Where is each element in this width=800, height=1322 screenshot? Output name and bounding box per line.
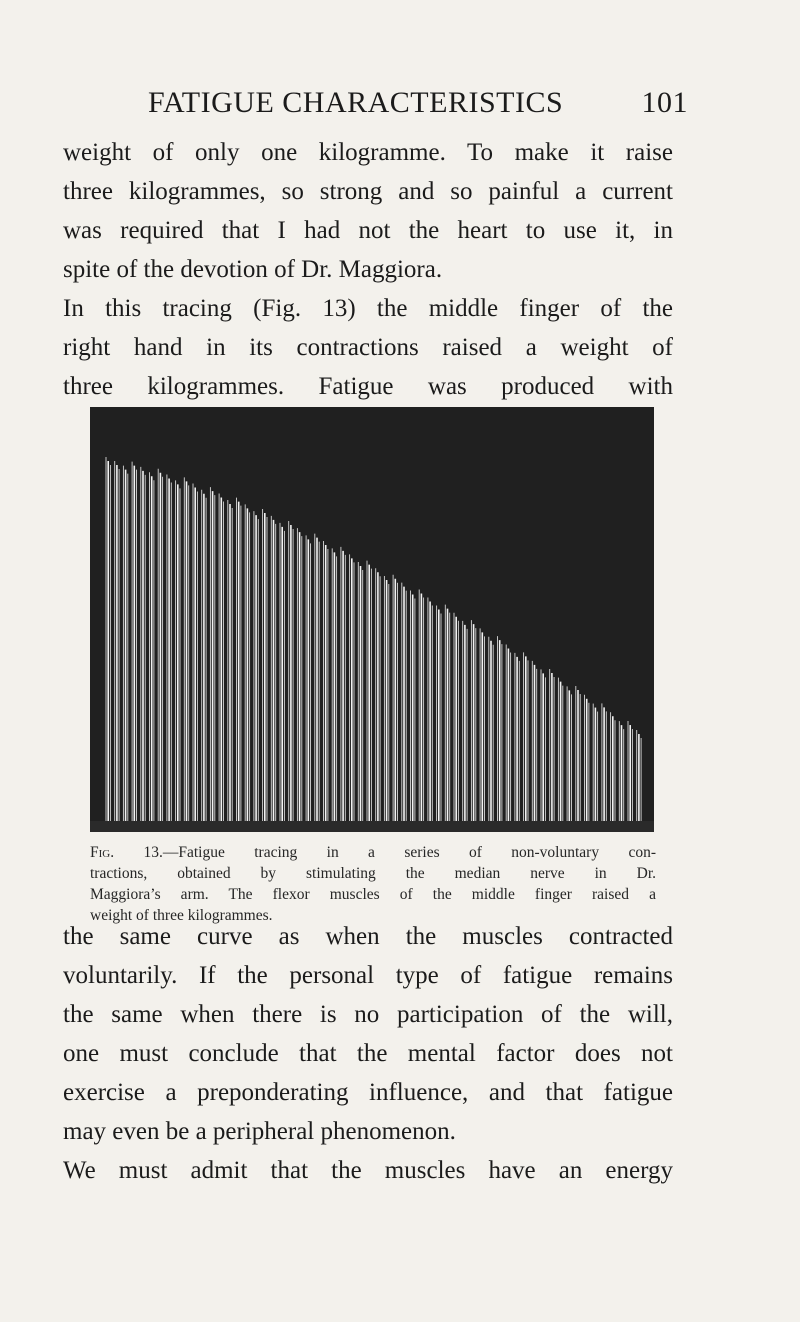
text-line: weight of only one kilogramme. To make it raise <box>63 139 673 166</box>
text-line: may even be a peripheral phenomenon. <box>63 1118 456 1145</box>
caption-line: —Fatigue tracing in a series of non-voluntary con- <box>162 844 656 861</box>
body-text-top <box>63 133 673 406</box>
text-line: right hand in its contractions raised a weight of <box>63 334 673 361</box>
caption-line: Maggiora’s arm. The flexor muscles of the middle finger raised a <box>90 886 656 903</box>
fatigue-tracing-image <box>90 407 654 832</box>
body-text-bottom <box>63 917 673 1190</box>
text-line: voluntarily. If the personal type of fatigue remains <box>63 962 673 989</box>
fatigue-tracing-figure <box>90 407 654 832</box>
text-line: In this tracing (Fig. 13) the middle finger of the <box>63 295 673 322</box>
text-line: three kilogrammes, so strong and so painful a current <box>63 178 673 205</box>
caption-line: weight of three kilogrammes. <box>90 907 273 924</box>
text-line: exercise a preponderating influence, and that fatigue <box>63 1079 673 1106</box>
figure-caption <box>90 842 656 926</box>
text-line: spite of the devotion of Dr. Maggiora. <box>63 256 443 283</box>
text-line: We must admit that the muscles have an energy <box>63 1157 673 1184</box>
caption-line: tractions, obtained by stimulating the median nerve in Dr. <box>90 865 656 882</box>
tracing-baseline <box>90 821 654 832</box>
text-line: three kilogrammes. Fatigue was produced with <box>63 373 673 400</box>
running-title: FATIGUE CHARACTERISTICS <box>148 86 564 119</box>
text-line: one must conclude that the mental factor does not <box>63 1040 673 1067</box>
text-line: was required that I had not the heart to use it, in <box>63 217 673 244</box>
figure-label: Fig. 13. <box>90 844 163 861</box>
text-line: the same when there is no participation of the will, <box>63 1001 673 1028</box>
page-number: 101 <box>641 86 688 119</box>
text-line: the same curve as when the muscles contracted <box>63 923 673 950</box>
